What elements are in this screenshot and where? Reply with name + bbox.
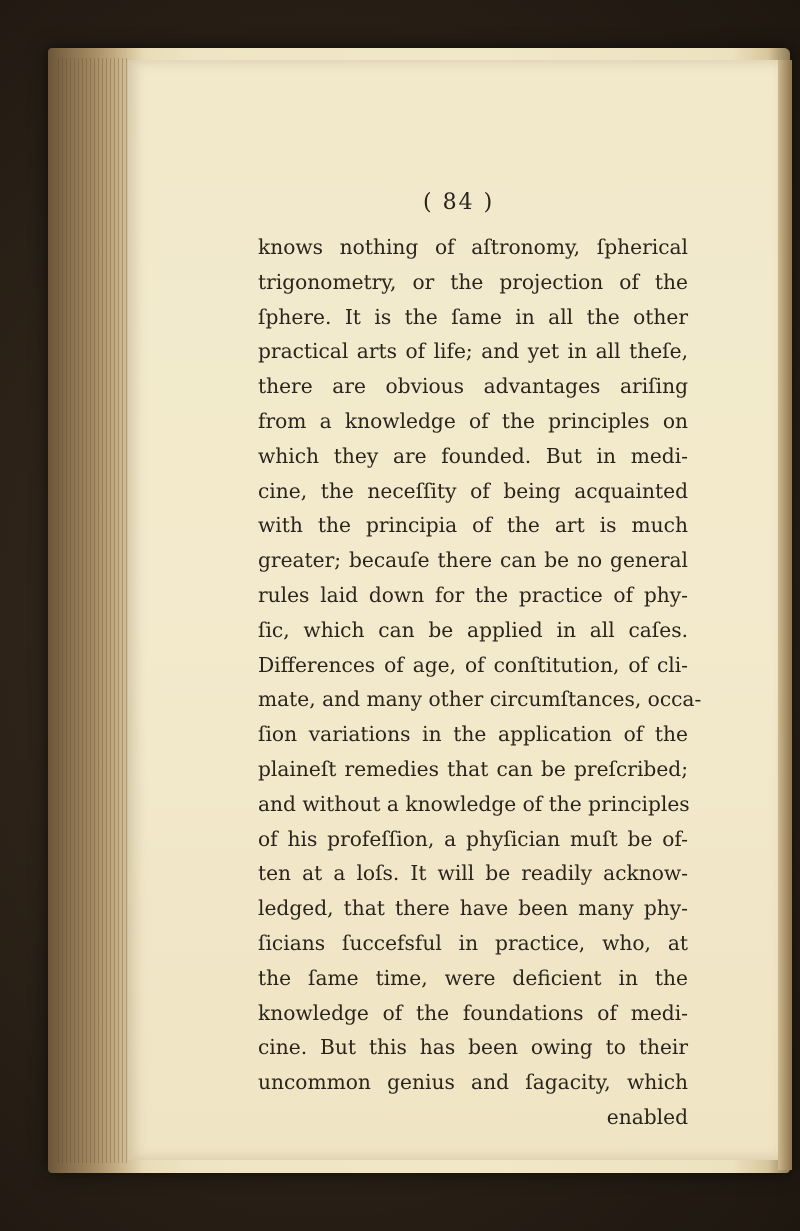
text-line: ſic, which can be applied in all caſes. <box>258 617 688 642</box>
page-number: ( 84 ) <box>423 190 495 215</box>
text-line: ledged, that there have been many phy- <box>258 896 688 921</box>
text-line: uncommon genius and ſagacity, which <box>258 1070 688 1095</box>
text-line: knowledge of the foundations of medi- <box>258 1000 688 1025</box>
text-line: with the principia of the art is much <box>258 513 688 538</box>
text-line: ſicians ſuccefsful in practice, who, at <box>258 930 688 955</box>
body-text <box>258 230 702 1135</box>
text-line: practical arts of life; and yet in all theſe, <box>258 339 688 364</box>
text-line: greater; becauſe there can be no general <box>258 548 688 573</box>
text-line: trigonometry, or the projection of the <box>258 269 688 294</box>
catchword: enabled <box>606 1104 688 1129</box>
page-edges <box>58 58 128 1163</box>
text-line: cine, the neceſſity of being acquainted <box>258 478 688 503</box>
text-line: of his profeſſion, a phyſician muſt be of- <box>258 826 688 851</box>
text-line: ſphere. It is the ſame in all the other <box>258 304 688 329</box>
text-line: knows nothing of aſtronomy, ſpherical <box>258 235 688 259</box>
text-line: ten at a loſs. It will be readily acknow- <box>258 861 688 886</box>
text-line: from a knowledge of the principles on <box>258 408 688 433</box>
text-line: Differences of age, of conſtitution, of cli- <box>258 652 688 677</box>
text-line: which they are founded. But in medi- <box>258 443 688 468</box>
text-line: rules laid down for the practice of phy- <box>258 582 688 607</box>
text-line: mate, and many other circumſtances, occa- <box>258 687 702 712</box>
text-line: ſion variations in the application of the <box>258 722 688 747</box>
text-line: cine. But this has been owing to their <box>258 1035 688 1060</box>
text-line: plaineſt remedies that can be preſcribed; <box>258 756 688 781</box>
text-line: and without a knowledge of the principles <box>258 791 690 816</box>
text-line: there are obvious advantages ariſing <box>258 374 688 399</box>
page-right-edge <box>778 60 792 1170</box>
text-line: the ſame time, were deficient in the <box>258 965 688 990</box>
